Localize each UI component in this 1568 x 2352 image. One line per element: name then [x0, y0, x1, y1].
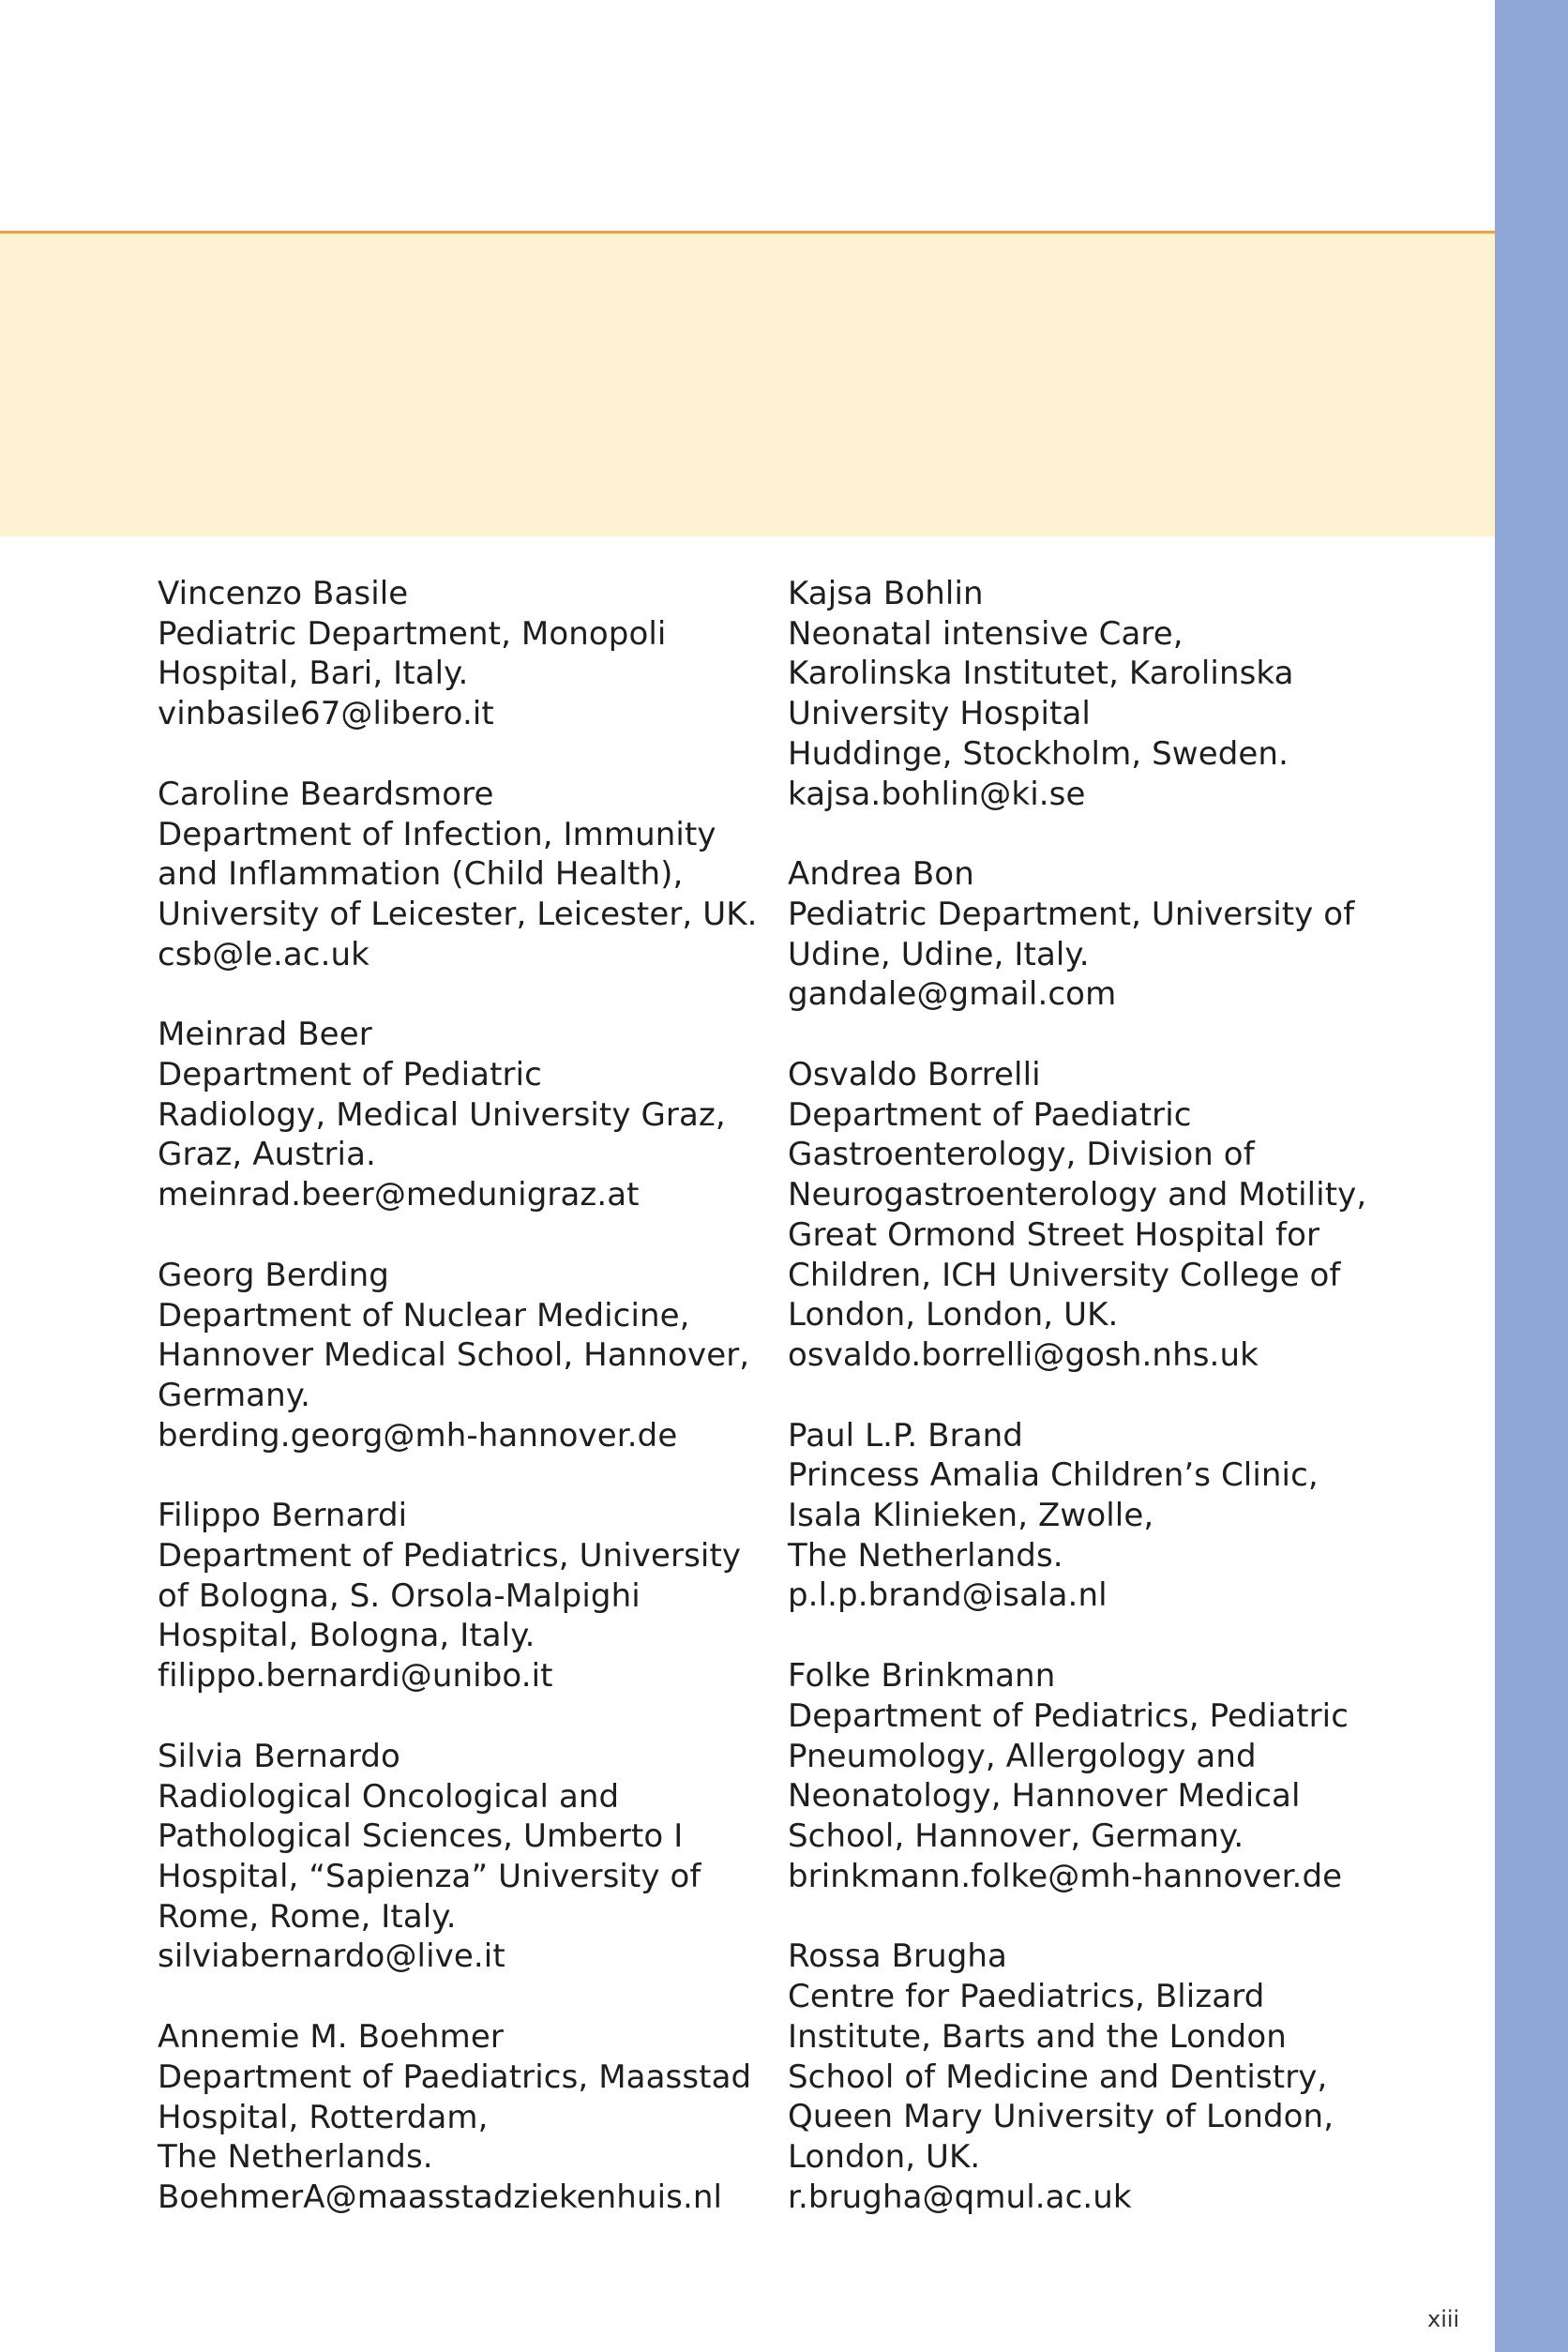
- contributor-entry: [158, 2017, 795, 2218]
- contributor-email: silviabernardo@live.it: [158, 1937, 505, 1976]
- contributor-entry: [788, 1937, 1425, 2217]
- contributor-affiliation-line: Pathological Sciences, Umberto I: [158, 1817, 684, 1856]
- contributor-affiliation-line: Queen Mary University of London,: [788, 2098, 1334, 2136]
- contributor-affiliation-line: Department of Pediatric: [158, 1056, 542, 1094]
- contributor-affiliation-line: Udine, Udine, Italy.: [788, 935, 1090, 973]
- contributor-entry: [788, 1656, 1425, 1896]
- contributor-email: osvaldo.borrelli@gosh.nhs.uk: [788, 1335, 1259, 1374]
- contributor-email: brinkmann.folke@mh-hannover.de: [788, 1857, 1343, 1895]
- contributor-name: Andrea Bon: [788, 855, 974, 894]
- contributor-name: Meinrad Beer: [158, 1016, 372, 1054]
- contributor-affiliation-line: Karolinska Institutet, Karolinska: [788, 655, 1294, 693]
- contributor-affiliation-line: Department of Pediatrics, Pediatric: [788, 1696, 1349, 1735]
- contributor-entry: [788, 574, 1425, 814]
- contributor-name: Rossa Brugha: [788, 1937, 1007, 1976]
- contributor-affiliation-line: Hospital, Bari, Italy.: [158, 655, 469, 693]
- contributor-affiliation-line: Isala Klinieken, Zwolle,: [788, 1497, 1154, 1535]
- contributor-affiliation-line: Neurogastroenterology and Motility,: [788, 1176, 1367, 1214]
- contributor-affiliation-line: Gastroenterology, Division of: [788, 1136, 1255, 1174]
- contributor-affiliation-line: Department of Infection, Immunity: [158, 815, 716, 853]
- contributor-affiliation-line: The Netherlands.: [788, 1536, 1063, 1575]
- contributor-affiliation-line: Pediatric Department, Monopoli: [158, 614, 667, 653]
- contributor-email: vinbasile67@libero.it: [158, 695, 494, 733]
- contributor-entry: [788, 1416, 1425, 1617]
- contributor-affiliation-line: Radiology, Medical University Graz,: [158, 1095, 726, 1134]
- contributor-name: Kajsa Bohlin: [788, 575, 984, 612]
- contributor-entry: [788, 1055, 1425, 1376]
- contributor-affiliation-line: University Hospital: [788, 695, 1091, 733]
- contributor-affiliation-line: Germany.: [158, 1376, 311, 1414]
- contributor-email: filippo.bernardi@unibo.it: [158, 1657, 553, 1696]
- contributor-affiliation-line: of Bologna, S. Orsola-Malpighi: [158, 1576, 641, 1615]
- contributor-entry: [158, 1256, 795, 1456]
- contributor-name: Silvia Bernardo: [158, 1737, 400, 1775]
- contributor-entry: [158, 1015, 795, 1215]
- contributor-affiliation-line: Department of Pediatrics, University: [158, 1537, 742, 1576]
- contributor-affiliation-line: Princess Amalia Children’s Clinic,: [788, 1456, 1319, 1495]
- contributor-affiliation-line: Radiological Oncological and: [158, 1777, 620, 1816]
- contributor-name: Osvaldo Borrelli: [788, 1056, 1041, 1094]
- contributors-column-left: [158, 574, 795, 2258]
- contributor-affiliation-line: Children, ICH University College of: [788, 1256, 1341, 1294]
- contributor-name: Filippo Bernardi: [158, 1497, 408, 1535]
- contributor-name: Paul L.P. Brand: [788, 1416, 1023, 1455]
- contributor-affiliation-line: London, London, UK.: [788, 1296, 1119, 1334]
- contributor-email: berding.georg@mh-hannover.de: [158, 1416, 678, 1455]
- contributor-affiliation-line: Rome, Rome, Italy.: [158, 1897, 457, 1936]
- contributor-affiliation-line: London, UK.: [788, 2137, 981, 2176]
- contributor-affiliation-line: Pneumology, Allergology and: [788, 1737, 1257, 1775]
- contributor-email: r.brugha@qmul.ac.uk: [788, 2178, 1132, 2216]
- contributor-email: gandale@gmail.com: [788, 975, 1117, 1014]
- contributor-name: Vincenzo Basile: [158, 575, 409, 612]
- contributor-affiliation-line: University of Leicester, Leicester, UK.: [158, 895, 758, 933]
- contributor-email: kajsa.bohlin@ki.se: [788, 775, 1086, 813]
- contributor-affiliation-line: Hannover Medical School, Hannover,: [158, 1336, 750, 1375]
- contributor-affiliation-line: Huddinge, Stockholm, Sweden.: [788, 734, 1289, 773]
- contributor-affiliation-line: Neonatology, Hannover Medical: [788, 1777, 1301, 1816]
- contributor-affiliation-line: Hospital, Bologna, Italy.: [158, 1617, 535, 1655]
- header-band: [0, 234, 1495, 536]
- contributor-name: Folke Brinkmann: [788, 1657, 1056, 1696]
- contributor-entry: [158, 1496, 795, 1696]
- contributor-affiliation-line: School of Medicine and Dentistry,: [788, 2058, 1328, 2096]
- contributor-email: BoehmerA@maasstadziekenhuis.nl: [158, 2178, 723, 2216]
- contributor-entry: [158, 775, 795, 975]
- contributor-affiliation-line: Neonatal intensive Care,: [788, 614, 1184, 653]
- contributor-entry: [788, 854, 1425, 1015]
- contributor-affiliation-line: School, Hannover, Germany.: [788, 1817, 1244, 1855]
- contributor-name: Annemie M. Boehmer: [158, 2018, 504, 2057]
- contributors-column-right: [788, 574, 1425, 2257]
- contributor-affiliation-line: Department of Nuclear Medicine,: [158, 1296, 690, 1334]
- contributor-affiliation-line: Great Ormond Street Hospital for: [788, 1215, 1320, 1254]
- contributor-affiliation-line: The Netherlands.: [158, 2138, 433, 2177]
- page-number: xiii: [1427, 2306, 1460, 2332]
- contributor-entry: [158, 574, 795, 734]
- contributor-entry: [158, 1737, 795, 1977]
- contributor-name: Caroline Beardsmore: [158, 775, 494, 813]
- contributor-affiliation-line: Hospital, “Sapienza” University of: [158, 1857, 701, 1895]
- contributor-affiliation-line: Centre for Paediatrics, Blizard: [788, 1978, 1265, 2016]
- contributor-affiliation-line: Graz, Austria.: [158, 1136, 376, 1174]
- contributor-affiliation-line: Department of Paediatric: [788, 1095, 1192, 1134]
- contributor-affiliation-line: and Inflammation (Child Health),: [158, 855, 684, 894]
- contributor-affiliation-line: Institute, Barts and the London: [788, 2017, 1287, 2056]
- contributor-affiliation-line: Hospital, Rotterdam,: [158, 2098, 489, 2136]
- contributor-affiliation-line: Department of Paediatrics, Maasstad: [158, 2058, 752, 2096]
- contributor-name: Georg Berding: [158, 1256, 389, 1294]
- contributor-email: p.l.p.brand@isala.nl: [788, 1576, 1108, 1615]
- contributor-email: csb@le.ac.uk: [158, 935, 369, 973]
- contributor-email: meinrad.beer@medunigraz.at: [158, 1176, 640, 1214]
- side-color-bar: [1495, 0, 1568, 2352]
- contributor-affiliation-line: Pediatric Department, University of: [788, 895, 1355, 933]
